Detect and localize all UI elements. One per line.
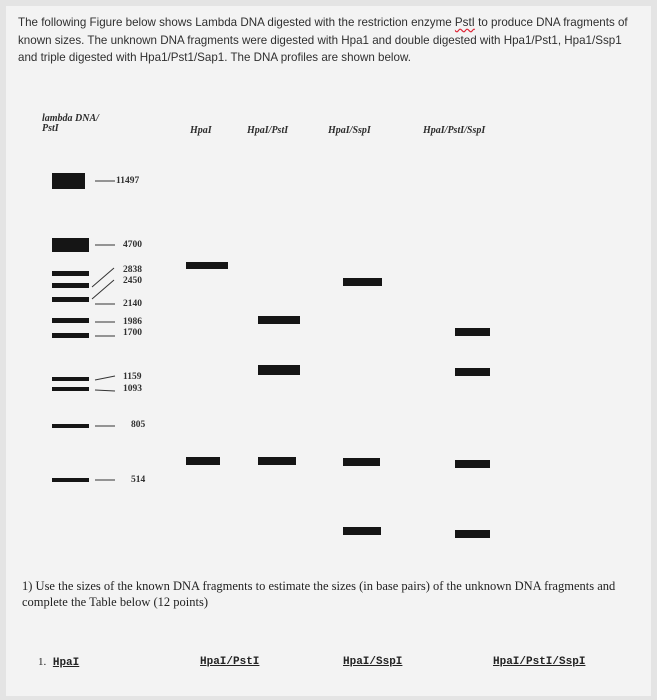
intro-text-1: The following Figure below shows Lambda DNA digested with the restriction enzyme bbox=[18, 16, 455, 29]
ladder-label-514: 514 bbox=[131, 475, 146, 485]
ladder-header-line1: lambda DNA/ bbox=[42, 113, 99, 124]
ladder-label-1700: 1700 bbox=[123, 328, 142, 338]
table-header-hpai-psti-label: HpaI/PstI bbox=[200, 656, 260, 668]
band-hpai-psti-sspi-1 bbox=[455, 328, 490, 336]
ladder-band-2140 bbox=[52, 297, 89, 302]
intro-text-2: to produce DNA fragments of known sizes. The unknown DNA fragments were digested with Hpa1 and double digested with Hpa1/Pst1, Hpa1/Ssp1 and triple digested with Hpa1/Pst1/Sap1. The DNA profiles are shown below. bbox=[18, 16, 628, 64]
band-hpai-psti-2 bbox=[258, 365, 300, 375]
band-hpai-psti-sspi-2 bbox=[455, 368, 490, 376]
band-hpai-psti-sspi-3 bbox=[455, 460, 490, 468]
ladder-label-2838: 2838 bbox=[123, 265, 142, 275]
band-hpai-sspi-1 bbox=[343, 278, 382, 286]
table-header-hpai-label: HpaI bbox=[52, 657, 80, 669]
question-text: 1) Use the sizes of the known DNA fragments to estimate the sizes (in base pairs) of the unknown DNA fragments and complete the Table below (12 points) bbox=[22, 579, 616, 609]
ladder-leader-lines bbox=[92, 181, 115, 480]
band-hpai-psti-sspi-4 bbox=[455, 530, 490, 538]
lane-header-hpai: HpaI bbox=[190, 125, 212, 136]
band-hpai-psti-1 bbox=[258, 316, 300, 324]
band-hpai-2 bbox=[186, 457, 220, 465]
band-hpai-psti-3 bbox=[258, 457, 296, 465]
ladder-band-1700 bbox=[52, 333, 89, 338]
band-hpai-sspi-3 bbox=[343, 527, 381, 535]
ladder-band-1093 bbox=[52, 387, 89, 391]
table-header-hpai-psti-sspi bbox=[493, 656, 585, 668]
ladder-label-2140: 2140 bbox=[123, 299, 142, 309]
ladder-band-1986 bbox=[52, 318, 89, 323]
table-header-hpai-sspi bbox=[343, 656, 402, 668]
ladder-band-11497 bbox=[52, 173, 85, 189]
ladder-band-4700 bbox=[52, 238, 89, 252]
lane-header-hpai-sspi: HpaI/SspI bbox=[328, 125, 371, 136]
ladder-label-805: 805 bbox=[131, 420, 146, 430]
ladder-band-1159 bbox=[52, 377, 89, 381]
table-header-hpai-sspi-label: HpaI/SspI bbox=[343, 656, 403, 668]
table-header-hpai-psti-sspi-label: HpaI/PstI/SspI bbox=[493, 656, 586, 668]
lane-header-hpai-psti: HpaI/PstI bbox=[247, 125, 289, 136]
ladder-label-2450: 2450 bbox=[123, 276, 142, 286]
ladder-label-4700: 4700 bbox=[123, 240, 142, 250]
table-header-hpai-psti bbox=[200, 656, 259, 668]
ladder-label-1159: 1159 bbox=[123, 372, 142, 382]
ladder-band-514 bbox=[52, 478, 89, 482]
band-hpai-sspi-2 bbox=[343, 458, 380, 466]
band-hpai-1 bbox=[186, 262, 228, 269]
ladder-band-805 bbox=[52, 424, 89, 428]
ladder-band-2838 bbox=[52, 271, 89, 276]
ladder-bands bbox=[52, 173, 89, 482]
sample-bands bbox=[186, 262, 490, 538]
ladder-label-1986: 1986 bbox=[123, 317, 142, 327]
intro-enzyme-name: PstI bbox=[454, 16, 475, 29]
ladder-band-2450 bbox=[52, 283, 89, 288]
row-number: 1. bbox=[38, 656, 47, 668]
lane-header-hpai-psti-sspi: HpaI/PstI/SspI bbox=[423, 125, 486, 136]
ladder-label-11497: 11497 bbox=[116, 176, 140, 186]
table-header-hpai bbox=[38, 656, 79, 669]
ladder-label-1093: 1093 bbox=[123, 384, 142, 394]
ladder-header-line2: PstI bbox=[42, 123, 59, 134]
